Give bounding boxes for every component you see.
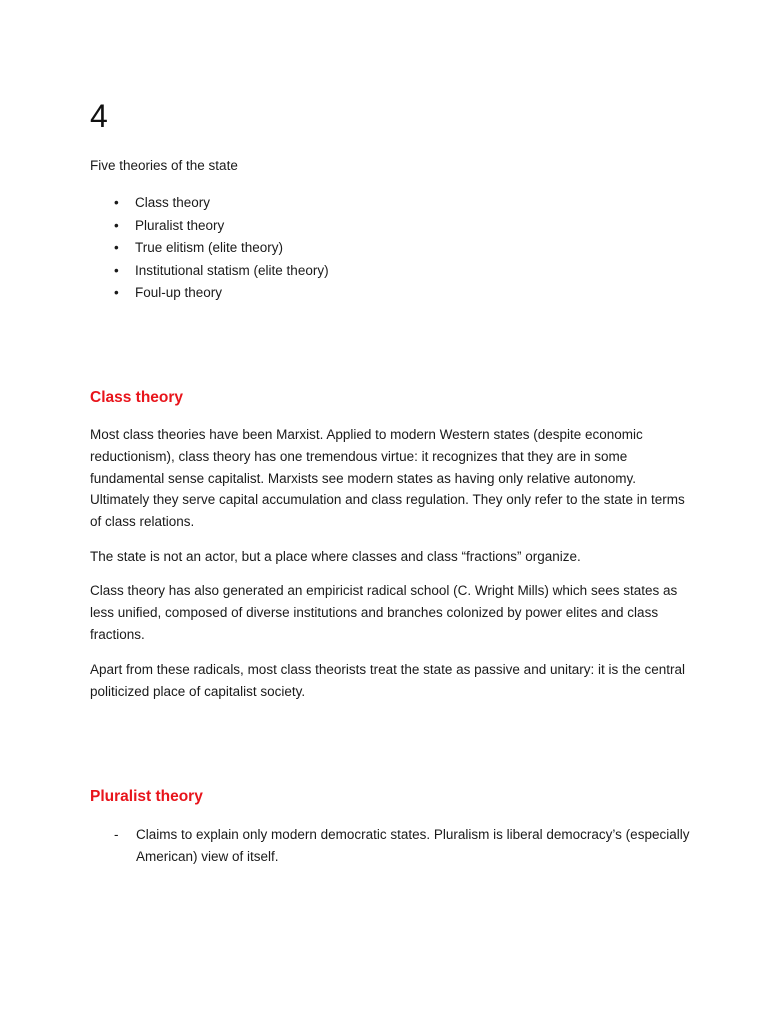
bullet-icon: • xyxy=(114,240,119,255)
section-heading-pluralist-theory: Pluralist theory xyxy=(90,788,203,805)
list-item-text: Claims to explain only modern democratic states. Pluralism is liberal democracy’s (especially American) view of itself. xyxy=(136,827,690,864)
list-item-text: Pluralist theory xyxy=(135,217,225,233)
list-item xyxy=(90,237,329,260)
bullet-icon: • xyxy=(114,285,119,300)
theories-list xyxy=(90,192,329,305)
class-theory-paragraph-4: Apart from these radicals, most class theorists treat the state as passive and unitary: it is the central politicized place of capitalist society. xyxy=(90,662,686,699)
list-item-text: True elitism (elite theory) xyxy=(135,240,284,255)
list-item-text: Institutional statism (elite theory) xyxy=(135,262,329,278)
list-item xyxy=(90,215,329,238)
list-item xyxy=(90,192,329,215)
bullet-icon: • xyxy=(114,262,119,278)
bullet-icon: • xyxy=(114,195,119,210)
list-item xyxy=(90,282,329,305)
bullet-icon: • xyxy=(114,217,119,233)
page-number: 4 xyxy=(90,98,108,134)
list-item xyxy=(90,824,690,868)
list-item-text: Foul-up theory xyxy=(135,285,223,300)
class-theory-paragraph-2: The state is not an actor, but a place where classes and class “fractions” organize. xyxy=(90,549,581,564)
list-item-text: Class theory xyxy=(135,195,211,210)
class-theory-paragraph-3: Class theory has also generated an empiricist radical school (C. Wright Mills) which sees states as less unified, composed of diverse institutions and branches colonized by power elites and class fractions. xyxy=(90,583,678,642)
dash-icon: - xyxy=(114,827,119,842)
section-heading-class-theory: Class theory xyxy=(90,389,184,406)
intro-text: Five theories of the state xyxy=(90,158,238,173)
class-theory-paragraph-1: Most class theories have been Marxist. Applied to modern Western states (despite economic reductionism), class theory has one tremendous virtue: it recognizes that they are in some fundamental sense capitalist. Marxists see modern states as having only relative autonomy. Ultimately they serve capital accumulation and class regulation. They only refer to the state in terms of class relations. xyxy=(90,427,685,530)
list-item xyxy=(90,260,329,283)
